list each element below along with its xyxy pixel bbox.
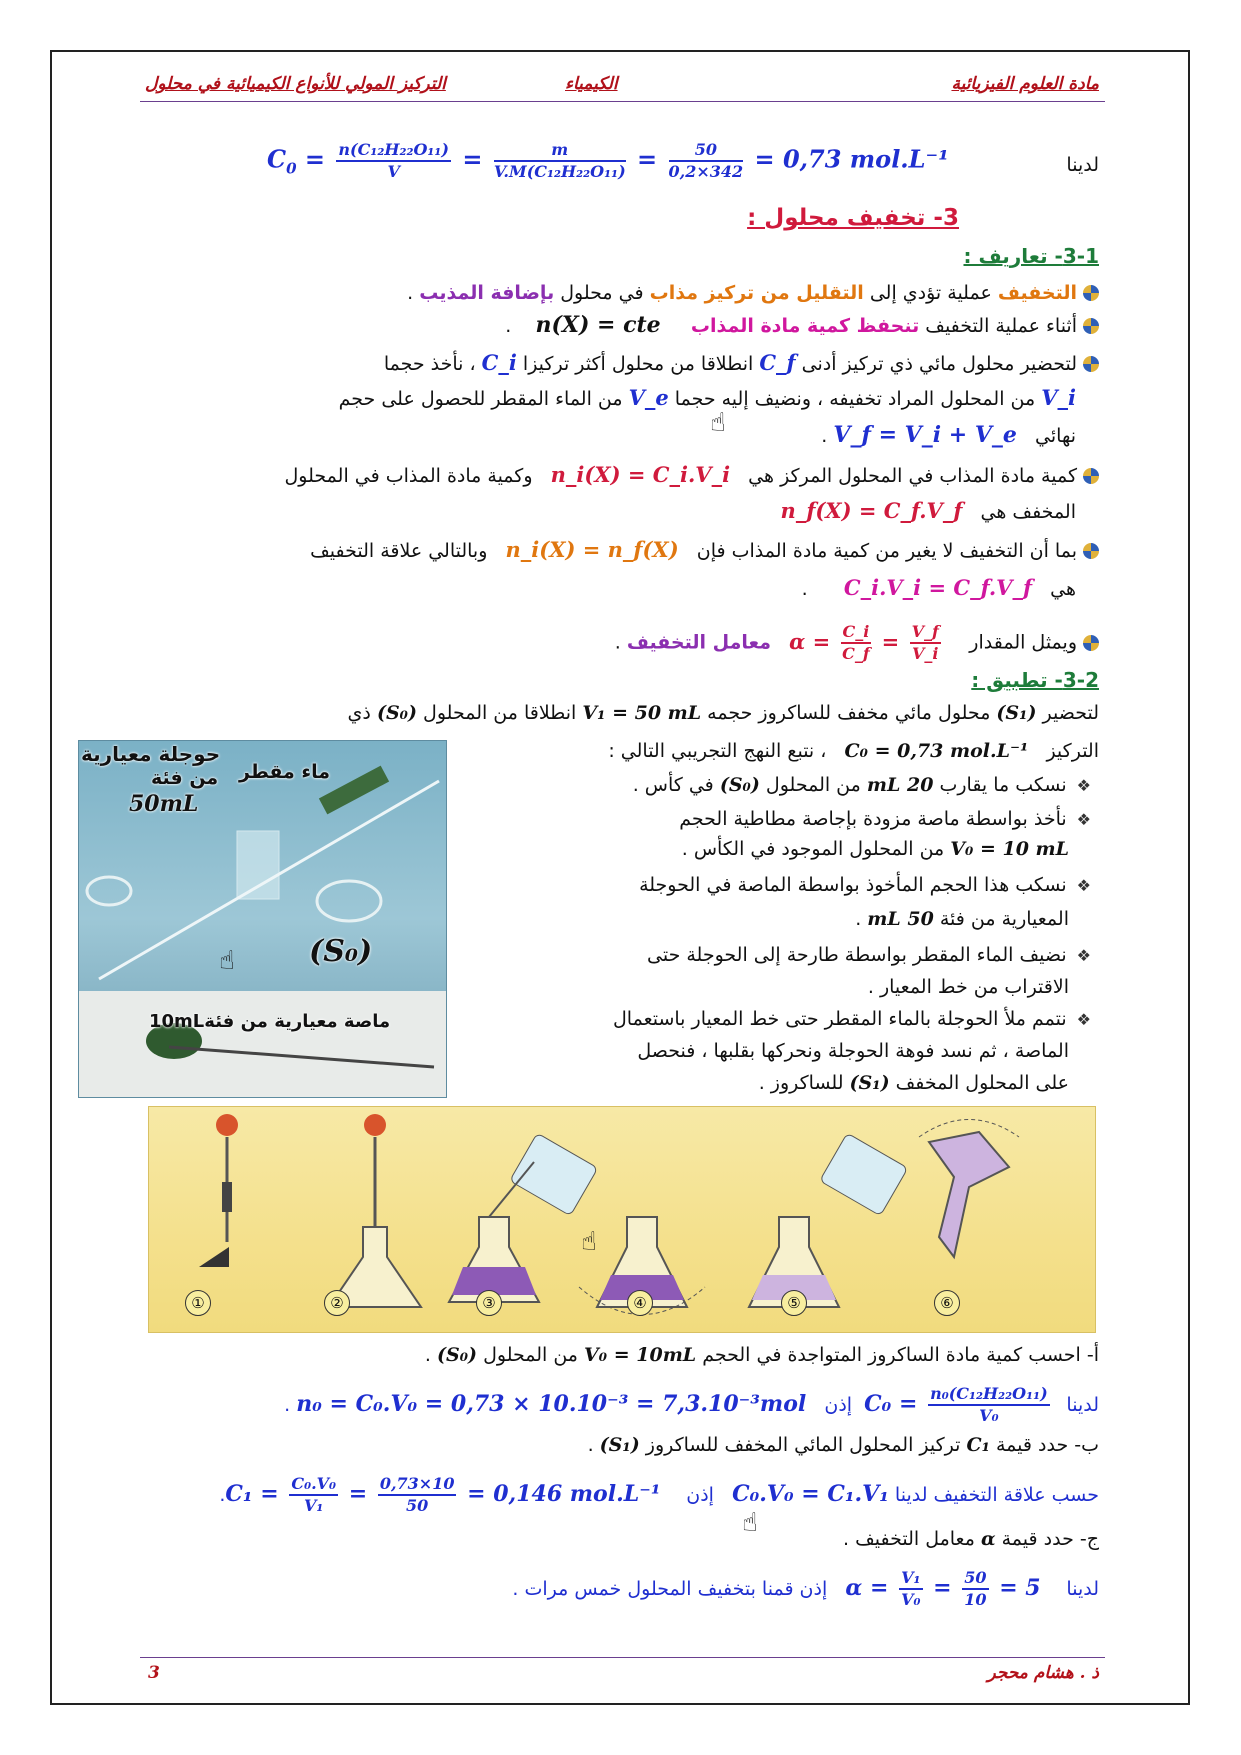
bullet-dilution-relation: بما أن التخفيف لا يغير من كمية مادة المذاب فإن n_i(X) = n_f(X) وبالتالي علاقة التخفيف	[310, 537, 1099, 564]
step-3: ❖نسكب هذا الحجم المأخوذ بواسطة الماصة في الحوجلة	[639, 874, 1091, 896]
footer-page-number: 3	[148, 1663, 160, 1683]
bullet-amounts-line2: المخفف هي n_f(X) = C_f.V_f	[780, 498, 1076, 523]
section-title: 3- تخفيف محلول :	[747, 205, 959, 231]
step-5-line3: على المحلول المخفف (S₁) للساكروز .	[758, 1072, 1069, 1094]
bullet-conservation: أثناء عملية التخفيف تنحفظ كمية مادة المذاب n(X) = cte .	[505, 312, 1099, 339]
bullet-icon	[1083, 543, 1099, 559]
bullet-icon	[1083, 356, 1099, 372]
step-5: ❖نتمم ملأ الحوجلة بالماء المقطر حتى خط المعيار باستعمال	[613, 1008, 1091, 1030]
question-c: ج- حدد قيمة α معامل التخفيف .	[843, 1528, 1099, 1550]
step-3-line2: المعيارية من فئة 50 mL .	[855, 908, 1069, 930]
photo-label-flask-volume: 50mL	[129, 791, 199, 817]
question-b: ب- حدد قيمة C₁ تركيز المحلول المائي المخفف للساكروز (S₁) .	[587, 1434, 1099, 1456]
footer-author: ذ . هشام محجر	[987, 1663, 1099, 1683]
photo-label-flask-range: من فئة	[151, 767, 219, 789]
header-subject: مادة العلوم الفيزيائية	[951, 74, 1099, 94]
equipment-photo	[78, 740, 447, 1098]
application-intro: لتحضير (S₁) محلول مائي مخفف للساكروز حجمه V₁ = 50 mL انطلاقا من المحلول (S₀) ذي	[347, 702, 1099, 724]
diagram-step-1: ①	[185, 1290, 211, 1316]
bullet-dilution-relation-line2: هي C_i.V_i = C_f.V_f .	[801, 575, 1076, 600]
bullet-preparation-line3: نهائي V_f = V_i + V_e .	[821, 422, 1076, 448]
bullet-icon	[1083, 635, 1099, 651]
photo-label-flask: حوجلة معيارية	[81, 742, 221, 766]
diagram-step-4: ④	[627, 1290, 653, 1316]
step-4: ❖نضيف الماء المقطر بواسطة طارحة إلى الحوجلة حتى	[647, 944, 1091, 966]
step-1: ❖نسكب ما يقارب 20 mL من المحلول (S₀) في كأس .	[632, 774, 1091, 796]
intro-prefix: لدينا	[1066, 154, 1099, 176]
hand-cursor-icon: ☝	[219, 946, 235, 976]
step-5-line2: الماصة ، ثم نسد فوهة الحوجلة ونحركها بقلبها ، فنحصل	[637, 1040, 1069, 1062]
diagram-step-3: ③	[476, 1290, 502, 1316]
hand-cursor-icon: ☝	[742, 1508, 758, 1538]
photo-label-water: ماء مقطر	[239, 761, 330, 783]
intro-formula: $C_0$ = $\frac{\text{n(C₁₂H₂₂O₁₁)}}{V}$ = $\frac{m}{\text{V.M(C₁₂H₂₂O₁₁)}}$ = $\frac{50}{0,2\times 342}$ = 0,73 mol.L⁻¹	[267, 140, 949, 181]
step-2-line2: V₀ = 10 mL من المحلول الموجود في الكأس .	[681, 838, 1069, 860]
bullet-icon	[1083, 318, 1099, 334]
bullet-definition: التخفيف عملية تؤدي إلى التقليل من تركيز مذاب في محلول بإضافة المذيب .	[407, 280, 1099, 306]
bullet-icon	[1083, 285, 1099, 301]
header-branch: الكيمياء	[565, 74, 618, 94]
diagram-step-6: ⑥	[934, 1290, 960, 1316]
photo-label-s0: (S₀)	[309, 934, 373, 969]
answer-c: لدينا α = $\frac{\text{V₁}}{\text{V₀}}$ = $\frac{50}{10}$ = 5 إذن قمنا بتخفيف المحلول خمس مرات .	[512, 1568, 1099, 1609]
footer-rule	[140, 1657, 1105, 1658]
diagram-step-2: ②	[324, 1290, 350, 1316]
subsection-definitions: 3-1- تعاريف :	[963, 244, 1099, 268]
bullet-preparation: لتحضير محلول مائي ذي تركيز أدنى C_f انطلاقا من محلول أكثر تركيزا C_i ، نأخذ حجما	[384, 350, 1099, 377]
dilution-steps-diagram	[148, 1106, 1096, 1333]
header-rule	[140, 101, 1105, 102]
question-a: أ- احسب كمية مادة الساكروز المتواجدة في الحجم V₀ = 10mL من المحلول (S₀) .	[424, 1344, 1099, 1366]
step-4-line2: الاقتراب من خط المعيار .	[867, 976, 1069, 998]
answer-a: لدينا C₀ = $\frac{\text{n₀(C₁₂H₂₂O₁₁)}}{\text{V₀}}$ إذن n₀ = C₀.V₀ = 0,73 × 10.10⁻³ = 7,3.10⁻³mol .	[284, 1384, 1099, 1425]
application-intro-line2: التركيز C₀ = 0,73 mol.L⁻¹ ، نتبع النهج التجريبي التالي :	[608, 740, 1099, 762]
hand-cursor-icon: ☝	[581, 1227, 597, 1257]
subsection-application: 3-2- تطبيق :	[971, 668, 1099, 692]
bullet-icon	[1083, 468, 1099, 484]
bullet-preparation-line2: V_i من المحلول المراد تخفيفه ، ونضيف إليه حجما V_e من الماء المقطر للحصول على حجم	[338, 385, 1076, 410]
header-lesson: التركيز المولي للأنواع الكيميائية في محلول	[145, 74, 446, 94]
photo-label-pipette: ماصة معيارية من فئة10mL	[149, 1011, 391, 1032]
hand-cursor-icon: ☝	[710, 408, 726, 438]
step-2: ❖نأخذ بواسطة ماصة مزودة بإجاصة مطاطية الحجم	[679, 808, 1091, 830]
diagram-step-5: ⑤	[781, 1290, 807, 1316]
bullet-amounts: كمية مادة المذاب في المحلول المركز هي n_i(X) = C_i.V_i وكمية مادة المذاب في المحلول	[285, 462, 1100, 489]
bullet-dilution-factor: ويمثل المقدار α = $\frac{C\_i}{C\_f}$ = $\frac{V\_f}{V\_i}$ معامل التخفيف .	[615, 622, 1099, 664]
answer-b: حسب علاقة التخفيف لدينا C₀.V₀ = C₁.V₁ إذن C₁ = $\frac{\text{C₀.V₀}}{\text{V₁}}$ = $\frac{0,73\times 10}{50}$ = 0,146 mol.L⁻¹ .	[219, 1474, 1099, 1515]
